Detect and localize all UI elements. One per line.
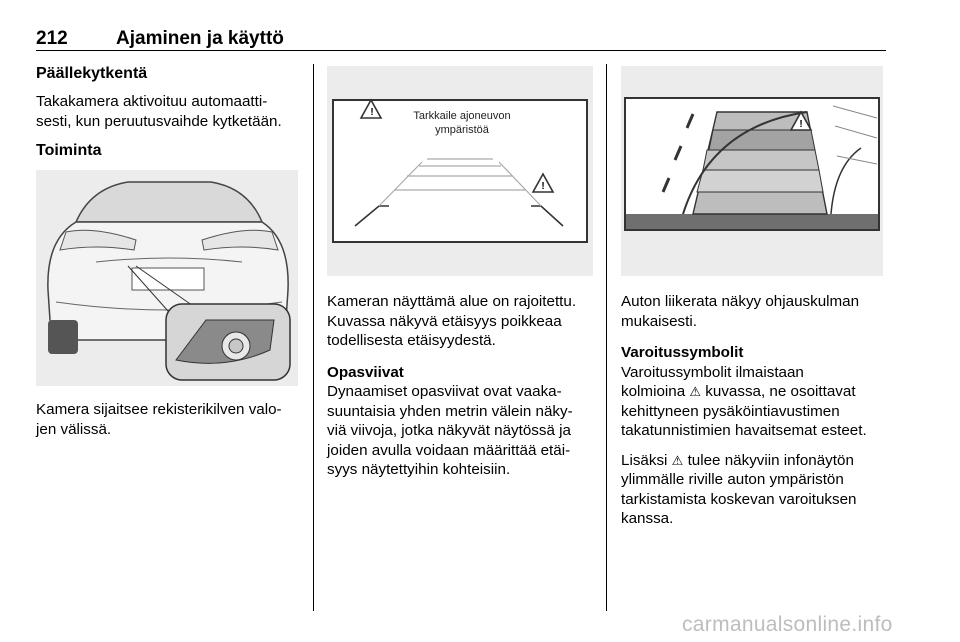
svg-text:!: ! — [370, 107, 374, 118]
camera-caption — [36, 400, 298, 439]
car-rear-drawing — [36, 170, 298, 386]
text-line: Kamera sijaitsee rekisterikilven valo- — [36, 401, 282, 418]
column-2-text — [327, 292, 597, 480]
page-number: 212 — [36, 28, 68, 49]
heading-guidelines: Opasviivat — [327, 363, 404, 381]
warning-symbols-paragraph — [621, 363, 887, 441]
warning-triangle-icon: ⚠ — [689, 384, 702, 399]
section-title: Ajaminen ja käyttö — [116, 28, 284, 49]
text-line: joiden avulla voidaan määrittää etäi- — [327, 441, 571, 459]
svg-text:!: ! — [799, 119, 803, 130]
text-line: suuntaisia yhden metrin välein näky- — [327, 402, 573, 420]
text-line: Varoitussymbolit ilmaistaan — [621, 363, 804, 381]
text-line: ylimmälle riville auton ympäristön — [621, 471, 844, 488]
text-line — [621, 382, 887, 402]
text-line: Tarkkaile ajoneuvon — [413, 110, 511, 122]
text-line: takatunnistimien havaitsemat esteet. — [621, 422, 867, 439]
text-line: tarkistamista koskevan varoituksen — [621, 490, 857, 508]
heading-warning-symbols: Varoitussymbolit — [621, 344, 744, 361]
text-fragment: kuvassa, ne osoittavat — [705, 383, 856, 400]
camera-display-illustration — [327, 66, 593, 276]
text-line: Auton liikerata näkyy ohjauskulman — [621, 293, 860, 310]
text-line — [621, 451, 887, 471]
warning-triangle-icon: ⚠ — [671, 452, 684, 468]
heading-switch-on: Päällekytkentä — [36, 65, 148, 82]
column-divider — [313, 64, 314, 611]
text-line: kanssa. — [621, 510, 674, 527]
text-line: viä viivoja, jotka näkyvät näytössä ja — [327, 422, 571, 439]
text-line: sesti, kun peruutusvaihde kytketään. — [36, 112, 282, 130]
column-divider — [606, 64, 607, 611]
page-header — [36, 28, 886, 51]
trajectory-paragraph — [621, 292, 887, 331]
guidelines-paragraph — [327, 382, 597, 480]
trajectory-display-illustration — [621, 66, 883, 276]
text-fragment: Lisäksi — [621, 451, 668, 469]
screen-warning-text — [387, 109, 537, 137]
text-line: Kuvassa näkyvä etäisyys poikkeaa — [327, 312, 562, 330]
svg-text:!: ! — [541, 181, 545, 192]
text-line: mukaisesti. — [621, 312, 697, 330]
text-fragment: tulee näkyviin infonäytön — [687, 451, 854, 469]
trajectory-drawing — [621, 66, 883, 276]
text-line: jen välissä. — [36, 420, 112, 438]
text-line: Takakamera aktivoituu automaatti- — [36, 93, 268, 110]
intro-paragraph — [36, 92, 298, 131]
text-line: todellisesta etäisyydestä. — [327, 332, 496, 349]
text-line: kehittyneen pysäköintiavustimen — [621, 402, 840, 420]
text-fragment: kolmioina — [621, 383, 686, 400]
info-display-paragraph — [621, 451, 887, 529]
text-line: Kameran näyttämä alue on rajoitettu. — [327, 293, 577, 310]
heading-function: Toiminta — [36, 142, 102, 159]
watermark: carmanualsonline.info — [682, 613, 893, 636]
text-line: ympäristöä — [435, 124, 489, 136]
column-3-text — [621, 292, 887, 529]
text-line: syys näytettyihin kohteisiin. — [327, 461, 511, 478]
display-screen-drawing — [327, 66, 593, 276]
display-range-paragraph — [327, 292, 597, 351]
column-1 — [36, 64, 298, 161]
rear-camera-location-illustration — [36, 170, 298, 386]
text-line: Dynaamiset opasviivat ovat vaaka- — [327, 383, 562, 400]
